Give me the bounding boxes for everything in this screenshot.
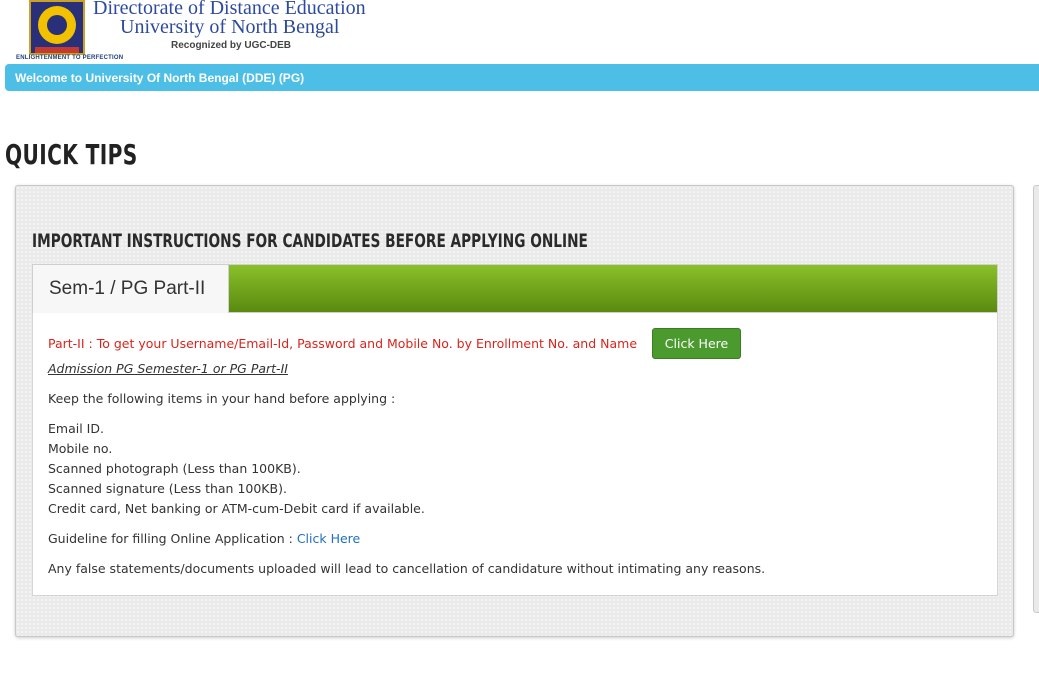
tab-content (32, 313, 998, 596)
welcome-text: Welcome to University Of North Bengal (DDE) (PG) (15, 71, 305, 85)
part2-notice: Part-II : To get your Username/Email-Id, Password and Mobile No. by Enrollment No. and Name (48, 336, 638, 351)
credentials-click-here-button[interactable]: Click Here (652, 328, 741, 359)
logo-tagline: ENLIGHTENMENT TO PERFECTION (16, 55, 124, 61)
tab-sem1-pg-part2[interactable] (33, 265, 229, 314)
keep-items-label: Keep the following items in your hand before applying : (48, 391, 396, 406)
list-item: Email ID. (48, 421, 104, 436)
list-item: Credit card, Net banking or ATM-cum-Debit card if available. (48, 501, 425, 516)
list-item: Mobile no. (48, 441, 113, 456)
tab-label: Sem-1 / PG Part-II (49, 278, 206, 299)
list-item: Scanned photograph (Less than 100KB). (48, 461, 301, 476)
guideline-label: Guideline for filling Online Application : (48, 531, 297, 546)
page-title: QUICK TIPS (5, 138, 138, 171)
tab-strip (32, 264, 998, 313)
site-title-line1: Directorate of Distance Education (93, 0, 366, 19)
site-title-line3: Recognized by UGC-DEB (171, 40, 292, 51)
side-panel (1033, 185, 1039, 613)
site-header (0, 0, 1039, 64)
panel-heading: IMPORTANT INSTRUCTIONS FOR CANDIDATES BEFORE APPLYING ONLINE (32, 230, 588, 252)
welcome-bar (5, 64, 1039, 91)
list-item: Scanned signature (Less than 100KB). (48, 481, 287, 496)
instructions-panel (15, 185, 1014, 637)
university-emblem-icon[interactable] (29, 0, 85, 55)
site-title-line2: University of North Bengal (120, 16, 340, 38)
guideline-click-here-link[interactable]: Click Here (296, 531, 361, 546)
admission-link[interactable]: Admission PG Semester-1 or PG Part-II (48, 361, 288, 376)
warning-text: Any false statements/documents uploaded will lead to cancellation of candidature without intimating any reasons. (48, 561, 766, 576)
guideline-row (48, 531, 360, 546)
